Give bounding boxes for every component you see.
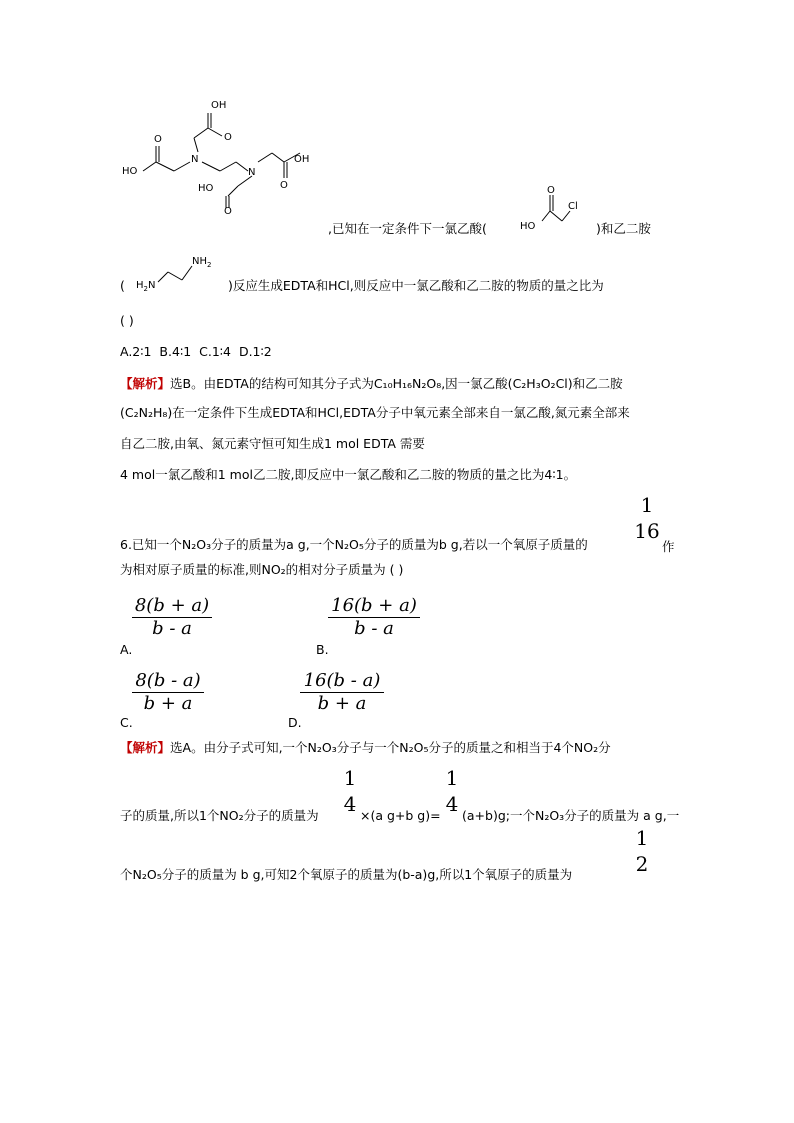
edta-n2: N — [248, 167, 256, 178]
q5-analysis-line4: 4 mol一氯乙酸和1 mol乙二胺,即反应中一氯乙酸和乙二胺的物质的量之比为4∶1。 — [120, 467, 577, 482]
edta-oh-top: OH — [211, 100, 227, 111]
ethylenediamine-structure — [130, 252, 230, 294]
q5-line1-end: )和乙二胺 — [596, 221, 651, 236]
chloroacetic-o: O — [547, 185, 555, 196]
q6-stem-line2: 为相对原子质量的标准,则NO₂的相对分子质量为 ( ) — [120, 562, 404, 577]
edta-oh-right: OH — [294, 154, 310, 165]
q6-analysis-line2a: 子的质量,所以1个NO₂分子的质量为 — [120, 808, 319, 823]
edta-n1: N — [191, 154, 199, 165]
edta-o-left: O — [154, 134, 162, 145]
q6-option-b-fraction: 16(b + a) b - a — [328, 595, 420, 640]
q5-answer-paren: ( ) — [120, 313, 134, 328]
q5-open-paren: ( — [120, 278, 125, 293]
q6-option-a-fraction: 8(b + a) b - a — [132, 595, 212, 640]
q6-option-d-label: D. — [288, 715, 302, 730]
ethylenediamine-h2n: $H_2N$ — [136, 280, 156, 293]
q5-analysis-line2: (C₂N₂H₈)在一定条件下生成EDTA和HCl,EDTA分子中氧元素全部来自一氯乙酸,氮元素全部来 — [120, 405, 630, 420]
q5-question-text: )反应生成EDTA和HCl,则反应中一氯乙酸和乙二胺的物质的量之比为 — [228, 278, 604, 293]
analysis-tag: 【解析】 — [120, 740, 171, 755]
edta-structure-diagram — [118, 96, 338, 214]
ethylenediamine-nh2: $NH_2$ — [192, 256, 212, 269]
edta-ho-left: HO — [122, 166, 138, 177]
q6-option-c-label: C. — [120, 715, 133, 730]
q6-analysis-line3: 个N₂O₅分子的质量为 b g,可知2个氧原子的质量为(b-a)g,所以1个氧原子的质量为 — [120, 867, 573, 882]
chloroacetic-acid-structure — [516, 183, 596, 233]
chloroacetic-cl: Cl — [568, 201, 578, 212]
q6-stem-line1-end: 作 — [662, 539, 675, 554]
edta-o-top: O — [224, 132, 232, 143]
q5-analysis-line3: 自乙二胺,由氧、氮元素守恒可知生成1 mol EDTA 需要 — [120, 436, 425, 451]
fraction-1-16: 1 16 — [634, 493, 660, 543]
q6-option-b-label: B. — [316, 642, 329, 657]
q6-option-a-label: A. — [120, 642, 133, 657]
fraction-1-4-b: 1 4 — [445, 766, 459, 816]
q6-analysis-line2b: ×(a g+b g)= — [360, 808, 441, 823]
q6-analysis-line1: 【解析】选A。由分子式可知,一个N₂O₃分子与一个N₂O₅分子的质量之和相当于4个NO₂分 — [120, 740, 611, 755]
q6-option-d-fraction: 16(b - a) b + a — [300, 670, 384, 715]
q6-analysis-line2c: (a+b)g;一个N₂O₃分子的质量为 a g,一 — [462, 808, 680, 823]
analysis-tag: 【解析】 — [120, 376, 171, 391]
fraction-1-2: 1 2 — [635, 826, 649, 876]
edta-ho-bottom: HO — [198, 183, 214, 194]
q6-stem-line1: 6.已知一个N₂O₃分子的质量为a g,一个N₂O₅分子的质量为b g,若以一个氧原子质量的 — [120, 537, 588, 552]
edta-o-right: O — [280, 180, 288, 191]
q6-option-c-fraction: 8(b - a) b + a — [132, 670, 204, 715]
q5-analysis-line1: 【解析】选B。由EDTA的结构可知其分子式为C₁₀H₁₆N₂O₈,因一氯乙酸(C₂H₃O₂Cl)和乙二胺 — [120, 376, 623, 391]
q5-line1: ,已知在一定条件下一氯乙酸( — [328, 221, 487, 236]
fraction-1-4-a: 1 4 — [343, 766, 357, 816]
edta-o-bottom: O — [224, 206, 232, 214]
chloroacetic-ho: HO — [520, 221, 536, 232]
q5-options: A.2∶1 B.4∶1 C.1∶4 D.1∶2 — [120, 344, 272, 359]
